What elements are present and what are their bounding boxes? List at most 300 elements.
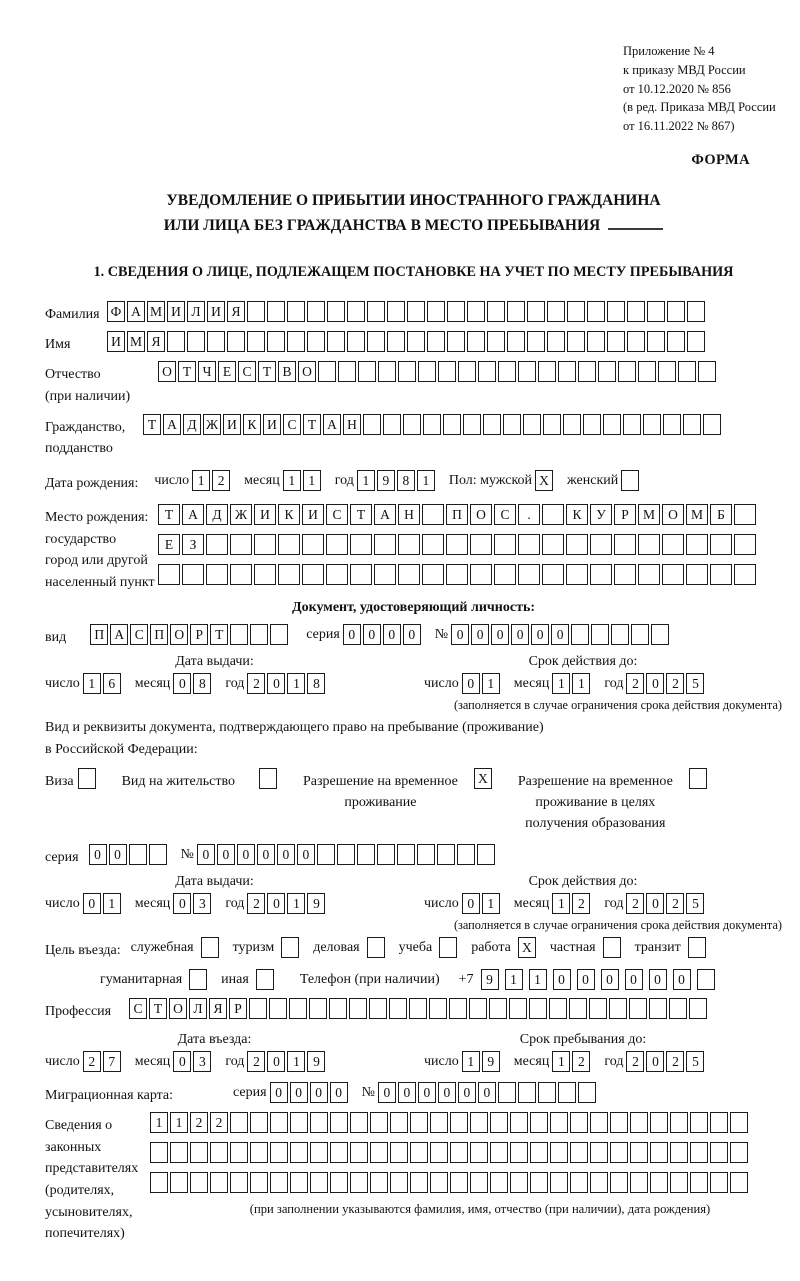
char-cell[interactable]: 9: [377, 470, 395, 491]
char-cell[interactable]: [350, 1112, 368, 1133]
char-cell[interactable]: [611, 624, 629, 645]
char-cell[interactable]: 1: [192, 470, 210, 491]
char-cell[interactable]: 2: [83, 1051, 101, 1072]
char-cell[interactable]: [542, 504, 564, 525]
char-cell[interactable]: [358, 361, 376, 382]
char-cell[interactable]: [318, 361, 336, 382]
char-cell[interactable]: П: [446, 504, 468, 525]
char-cell[interactable]: [206, 564, 228, 585]
char-cell[interactable]: 0: [478, 1082, 496, 1103]
char-cell[interactable]: [690, 1172, 708, 1193]
char-cell[interactable]: [510, 1142, 528, 1163]
char-cell[interactable]: [638, 564, 660, 585]
char-cell[interactable]: [170, 1172, 188, 1193]
char-cell[interactable]: [690, 1112, 708, 1133]
char-cell[interactable]: [310, 1172, 328, 1193]
char-cell[interactable]: [307, 331, 325, 352]
char-cell[interactable]: 1: [462, 1051, 480, 1072]
char-cell[interactable]: 1: [287, 1051, 305, 1072]
char-cell[interactable]: С: [494, 504, 516, 525]
char-cell[interactable]: [267, 301, 285, 322]
char-cell[interactable]: [467, 301, 485, 322]
char-cell[interactable]: [542, 534, 564, 555]
char-cell[interactable]: С: [326, 504, 348, 525]
char-cell[interactable]: 1: [552, 1051, 570, 1072]
char-cell[interactable]: 1: [170, 1112, 188, 1133]
char-cell[interactable]: [430, 1172, 448, 1193]
char-cell[interactable]: [478, 361, 496, 382]
char-cell[interactable]: [647, 331, 665, 352]
char-cell[interactable]: [710, 564, 732, 585]
char-cell[interactable]: [463, 414, 481, 435]
char-cell[interactable]: [287, 301, 305, 322]
char-cell[interactable]: [249, 998, 267, 1019]
char-cell[interactable]: О: [662, 504, 684, 525]
char-cell[interactable]: [590, 564, 612, 585]
char-cell[interactable]: [383, 414, 401, 435]
char-cell[interactable]: [530, 1172, 548, 1193]
char-cell[interactable]: [567, 301, 585, 322]
char-cell[interactable]: [627, 331, 645, 352]
char-cell[interactable]: [662, 564, 684, 585]
char-cell[interactable]: [498, 361, 516, 382]
char-cell[interactable]: [543, 414, 561, 435]
char-cell[interactable]: О: [170, 624, 188, 645]
char-cell[interactable]: [254, 564, 276, 585]
char-cell[interactable]: 1: [103, 893, 121, 914]
char-cell[interactable]: 0: [438, 1082, 456, 1103]
char-cell[interactable]: [302, 534, 324, 555]
char-cell[interactable]: 1: [482, 893, 500, 914]
char-cell[interactable]: [422, 564, 444, 585]
char-cell[interactable]: [422, 534, 444, 555]
char-cell[interactable]: [450, 1142, 468, 1163]
char-cell[interactable]: И: [223, 414, 241, 435]
char-cell[interactable]: [629, 998, 647, 1019]
char-cell[interactable]: [518, 564, 540, 585]
char-cell[interactable]: [423, 414, 441, 435]
char-cell[interactable]: [149, 844, 167, 865]
char-cell[interactable]: [631, 624, 649, 645]
char-cell[interactable]: Д: [183, 414, 201, 435]
char-cell[interactable]: 2: [212, 470, 230, 491]
char-cell[interactable]: [670, 1142, 688, 1163]
char-cell[interactable]: О: [470, 504, 492, 525]
char-cell[interactable]: [570, 1142, 588, 1163]
char-cell[interactable]: [687, 301, 705, 322]
char-cell[interactable]: [710, 1112, 728, 1133]
char-cell[interactable]: 0: [531, 624, 549, 645]
char-cell[interactable]: 0: [462, 893, 480, 914]
char-cell[interactable]: [590, 1172, 608, 1193]
char-cell[interactable]: [317, 844, 335, 865]
char-cell[interactable]: [703, 414, 721, 435]
char-cell[interactable]: С: [238, 361, 256, 382]
char-cell[interactable]: [630, 1112, 648, 1133]
char-cell[interactable]: Ч: [198, 361, 216, 382]
char-cell[interactable]: 1: [572, 673, 590, 694]
char-cell[interactable]: М: [638, 504, 660, 525]
char-cell[interactable]: [470, 1172, 488, 1193]
char-cell[interactable]: [598, 361, 616, 382]
char-cell[interactable]: [621, 470, 639, 491]
char-cell[interactable]: Т: [143, 414, 161, 435]
char-cell[interactable]: [689, 998, 707, 1019]
char-cell[interactable]: [609, 998, 627, 1019]
char-cell[interactable]: И: [263, 414, 281, 435]
char-cell[interactable]: [489, 998, 507, 1019]
char-cell[interactable]: 9: [307, 1051, 325, 1072]
char-cell[interactable]: [558, 361, 576, 382]
char-cell[interactable]: [410, 1172, 428, 1193]
char-cell[interactable]: Ф: [107, 301, 125, 322]
char-cell[interactable]: Ж: [203, 414, 221, 435]
char-cell[interactable]: [549, 998, 567, 1019]
char-cell[interactable]: [409, 998, 427, 1019]
char-cell[interactable]: [150, 1142, 168, 1163]
char-cell[interactable]: [578, 1082, 596, 1103]
char-cell[interactable]: 0: [383, 624, 401, 645]
char-cell[interactable]: [647, 301, 665, 322]
char-cell[interactable]: 0: [451, 624, 469, 645]
char-cell[interactable]: [330, 1112, 348, 1133]
char-cell[interactable]: [607, 331, 625, 352]
char-cell[interactable]: [503, 414, 521, 435]
char-cell[interactable]: [450, 1172, 468, 1193]
char-cell[interactable]: [254, 534, 276, 555]
char-cell[interactable]: 1: [482, 673, 500, 694]
char-cell[interactable]: Н: [398, 504, 420, 525]
char-cell[interactable]: [490, 1142, 508, 1163]
char-cell[interactable]: [407, 331, 425, 352]
char-cell[interactable]: Т: [303, 414, 321, 435]
char-cell[interactable]: [278, 564, 300, 585]
char-cell[interactable]: [669, 998, 687, 1019]
char-cell[interactable]: [638, 534, 660, 555]
char-cell[interactable]: 6: [103, 673, 121, 694]
char-cell[interactable]: 0: [197, 844, 215, 865]
char-cell[interactable]: М: [686, 504, 708, 525]
char-cell[interactable]: [427, 331, 445, 352]
char-cell[interactable]: 9: [482, 1051, 500, 1072]
char-cell[interactable]: О: [298, 361, 316, 382]
char-cell[interactable]: [422, 504, 444, 525]
char-cell[interactable]: [558, 1082, 576, 1103]
char-cell[interactable]: [326, 534, 348, 555]
char-cell[interactable]: Е: [158, 534, 180, 555]
char-cell[interactable]: 2: [247, 1051, 265, 1072]
char-cell[interactable]: [410, 1112, 428, 1133]
char-cell[interactable]: М: [147, 301, 165, 322]
char-cell[interactable]: [418, 361, 436, 382]
char-cell[interactable]: [614, 564, 636, 585]
char-cell[interactable]: 9: [307, 893, 325, 914]
char-cell[interactable]: X: [535, 470, 553, 491]
char-cell[interactable]: [289, 998, 307, 1019]
char-cell[interactable]: Р: [614, 504, 636, 525]
char-cell[interactable]: [490, 1112, 508, 1133]
char-cell[interactable]: 0: [267, 673, 285, 694]
char-cell[interactable]: [309, 998, 327, 1019]
char-cell[interactable]: 5: [686, 893, 704, 914]
char-cell[interactable]: [570, 1172, 588, 1193]
char-cell[interactable]: 8: [193, 673, 211, 694]
char-cell[interactable]: К: [243, 414, 261, 435]
char-cell[interactable]: [387, 331, 405, 352]
char-cell[interactable]: [530, 1142, 548, 1163]
char-cell[interactable]: [507, 301, 525, 322]
char-cell[interactable]: [78, 768, 96, 789]
char-cell[interactable]: [350, 1142, 368, 1163]
char-cell[interactable]: [250, 1172, 268, 1193]
char-cell[interactable]: В: [278, 361, 296, 382]
char-cell[interactable]: [591, 624, 609, 645]
char-cell[interactable]: [730, 1142, 748, 1163]
char-cell[interactable]: 2: [666, 893, 684, 914]
char-cell[interactable]: Л: [189, 998, 207, 1019]
char-cell[interactable]: К: [566, 504, 588, 525]
char-cell[interactable]: [407, 301, 425, 322]
char-cell[interactable]: [469, 998, 487, 1019]
char-cell[interactable]: 2: [572, 1051, 590, 1072]
char-cell[interactable]: [327, 301, 345, 322]
char-cell[interactable]: [310, 1142, 328, 1163]
char-cell[interactable]: [310, 1112, 328, 1133]
char-cell[interactable]: [618, 361, 636, 382]
char-cell[interactable]: [547, 301, 565, 322]
char-cell[interactable]: [326, 564, 348, 585]
char-cell[interactable]: [458, 361, 476, 382]
char-cell[interactable]: И: [107, 331, 125, 352]
char-cell[interactable]: [374, 564, 396, 585]
char-cell[interactable]: 0: [378, 1082, 396, 1103]
char-cell[interactable]: [589, 998, 607, 1019]
char-cell[interactable]: 8: [307, 673, 325, 694]
char-cell[interactable]: [349, 998, 367, 1019]
char-cell[interactable]: [443, 414, 461, 435]
char-cell[interactable]: X: [518, 937, 536, 958]
char-cell[interactable]: 0: [403, 624, 421, 645]
char-cell[interactable]: А: [182, 504, 204, 525]
char-cell[interactable]: [350, 534, 372, 555]
char-cell[interactable]: [447, 301, 465, 322]
char-cell[interactable]: 2: [626, 893, 644, 914]
char-cell[interactable]: [167, 331, 185, 352]
char-cell[interactable]: [270, 1172, 288, 1193]
char-cell[interactable]: [182, 564, 204, 585]
char-cell[interactable]: [307, 301, 325, 322]
char-cell[interactable]: [439, 937, 457, 958]
char-cell[interactable]: [527, 331, 545, 352]
char-cell[interactable]: [570, 1112, 588, 1133]
char-cell[interactable]: И: [254, 504, 276, 525]
char-cell[interactable]: [158, 564, 180, 585]
char-cell[interactable]: К: [278, 504, 300, 525]
char-cell[interactable]: [734, 564, 756, 585]
char-cell[interactable]: [667, 331, 685, 352]
char-cell[interactable]: [290, 1172, 308, 1193]
char-cell[interactable]: [230, 1172, 248, 1193]
char-cell[interactable]: [450, 1112, 468, 1133]
char-cell[interactable]: .: [518, 504, 540, 525]
char-cell[interactable]: А: [110, 624, 128, 645]
char-cell[interactable]: [207, 331, 225, 352]
char-cell[interactable]: [571, 624, 589, 645]
char-cell[interactable]: [494, 534, 516, 555]
char-cell[interactable]: 1: [417, 470, 435, 491]
char-cell[interactable]: [150, 1172, 168, 1193]
char-cell[interactable]: Я: [227, 301, 245, 322]
char-cell[interactable]: 0: [310, 1082, 328, 1103]
char-cell[interactable]: [650, 1172, 668, 1193]
char-cell[interactable]: [227, 331, 245, 352]
char-cell[interactable]: [734, 534, 756, 555]
char-cell[interactable]: [603, 414, 621, 435]
char-cell[interactable]: 0: [83, 893, 101, 914]
char-cell[interactable]: [607, 301, 625, 322]
char-cell[interactable]: С: [129, 998, 147, 1019]
char-cell[interactable]: О: [158, 361, 176, 382]
char-cell[interactable]: [247, 331, 265, 352]
char-cell[interactable]: [210, 1172, 228, 1193]
char-cell[interactable]: [230, 564, 252, 585]
char-cell[interactable]: [563, 414, 581, 435]
char-cell[interactable]: 1: [150, 1112, 168, 1133]
char-cell[interactable]: [542, 564, 564, 585]
char-cell[interactable]: [247, 301, 265, 322]
char-cell[interactable]: [287, 331, 305, 352]
char-cell[interactable]: 0: [267, 893, 285, 914]
char-cell[interactable]: [566, 564, 588, 585]
char-cell[interactable]: Д: [206, 504, 228, 525]
char-cell[interactable]: [190, 1142, 208, 1163]
char-cell[interactable]: Я: [147, 331, 165, 352]
char-cell[interactable]: Н: [343, 414, 361, 435]
char-cell[interactable]: [651, 624, 669, 645]
char-cell[interactable]: Т: [350, 504, 372, 525]
char-cell[interactable]: [638, 361, 656, 382]
char-cell[interactable]: [374, 534, 396, 555]
char-cell[interactable]: [498, 1082, 516, 1103]
char-cell[interactable]: [734, 504, 756, 525]
char-cell[interactable]: [550, 1142, 568, 1163]
char-cell[interactable]: [250, 1112, 268, 1133]
char-cell[interactable]: М: [127, 331, 145, 352]
char-cell[interactable]: А: [163, 414, 181, 435]
char-cell[interactable]: 3: [193, 893, 211, 914]
char-cell[interactable]: [627, 301, 645, 322]
char-cell[interactable]: [509, 998, 527, 1019]
char-cell[interactable]: [490, 1172, 508, 1193]
char-cell[interactable]: [658, 361, 676, 382]
char-cell[interactable]: 0: [625, 969, 643, 990]
char-cell[interactable]: [370, 1142, 388, 1163]
char-cell[interactable]: [507, 331, 525, 352]
char-cell[interactable]: А: [127, 301, 145, 322]
char-cell[interactable]: 0: [290, 1082, 308, 1103]
char-cell[interactable]: 0: [173, 1051, 191, 1072]
char-cell[interactable]: [438, 361, 456, 382]
char-cell[interactable]: [614, 534, 636, 555]
char-cell[interactable]: 0: [330, 1082, 348, 1103]
char-cell[interactable]: [457, 844, 475, 865]
char-cell[interactable]: [687, 331, 705, 352]
char-cell[interactable]: 0: [173, 673, 191, 694]
char-cell[interactable]: [698, 361, 716, 382]
char-cell[interactable]: [410, 1142, 428, 1163]
char-cell[interactable]: 2: [666, 1051, 684, 1072]
char-cell[interactable]: [667, 301, 685, 322]
char-cell[interactable]: 0: [418, 1082, 436, 1103]
char-cell[interactable]: 0: [511, 624, 529, 645]
char-cell[interactable]: 0: [89, 844, 107, 865]
char-cell[interactable]: [710, 534, 732, 555]
char-cell[interactable]: [437, 844, 455, 865]
char-cell[interactable]: [270, 1112, 288, 1133]
char-cell[interactable]: [387, 301, 405, 322]
char-cell[interactable]: [510, 1112, 528, 1133]
char-cell[interactable]: [470, 534, 492, 555]
char-cell[interactable]: [487, 331, 505, 352]
char-cell[interactable]: [583, 414, 601, 435]
char-cell[interactable]: [347, 331, 365, 352]
char-cell[interactable]: 1: [287, 893, 305, 914]
char-cell[interactable]: Б: [710, 504, 732, 525]
char-cell[interactable]: [367, 301, 385, 322]
char-cell[interactable]: Е: [218, 361, 236, 382]
char-cell[interactable]: Т: [258, 361, 276, 382]
char-cell[interactable]: [590, 1112, 608, 1133]
char-cell[interactable]: 1: [83, 673, 101, 694]
char-cell[interactable]: [290, 1112, 308, 1133]
char-cell[interactable]: [610, 1142, 628, 1163]
char-cell[interactable]: [129, 844, 147, 865]
char-cell[interactable]: [390, 1172, 408, 1193]
char-cell[interactable]: 0: [601, 969, 619, 990]
char-cell[interactable]: А: [323, 414, 341, 435]
char-cell[interactable]: 5: [686, 673, 704, 694]
char-cell[interactable]: 0: [646, 1051, 664, 1072]
char-cell[interactable]: 2: [247, 673, 265, 694]
char-cell[interactable]: [187, 331, 205, 352]
char-cell[interactable]: 5: [686, 1051, 704, 1072]
char-cell[interactable]: [730, 1172, 748, 1193]
char-cell[interactable]: [527, 301, 545, 322]
char-cell[interactable]: [369, 998, 387, 1019]
char-cell[interactable]: 0: [109, 844, 127, 865]
char-cell[interactable]: И: [167, 301, 185, 322]
char-cell[interactable]: [350, 564, 372, 585]
char-cell[interactable]: [529, 998, 547, 1019]
char-cell[interactable]: [688, 937, 706, 958]
char-cell[interactable]: Р: [190, 624, 208, 645]
char-cell[interactable]: [357, 844, 375, 865]
char-cell[interactable]: 0: [398, 1082, 416, 1103]
char-cell[interactable]: [430, 1112, 448, 1133]
char-cell[interactable]: 0: [646, 893, 664, 914]
char-cell[interactable]: Т: [178, 361, 196, 382]
char-cell[interactable]: [367, 937, 385, 958]
char-cell[interactable]: [302, 564, 324, 585]
char-cell[interactable]: [447, 331, 465, 352]
char-cell[interactable]: [683, 414, 701, 435]
char-cell[interactable]: [566, 534, 588, 555]
char-cell[interactable]: [710, 1142, 728, 1163]
char-cell[interactable]: 2: [572, 893, 590, 914]
char-cell[interactable]: [210, 1142, 228, 1163]
char-cell[interactable]: [590, 534, 612, 555]
char-cell[interactable]: [201, 937, 219, 958]
